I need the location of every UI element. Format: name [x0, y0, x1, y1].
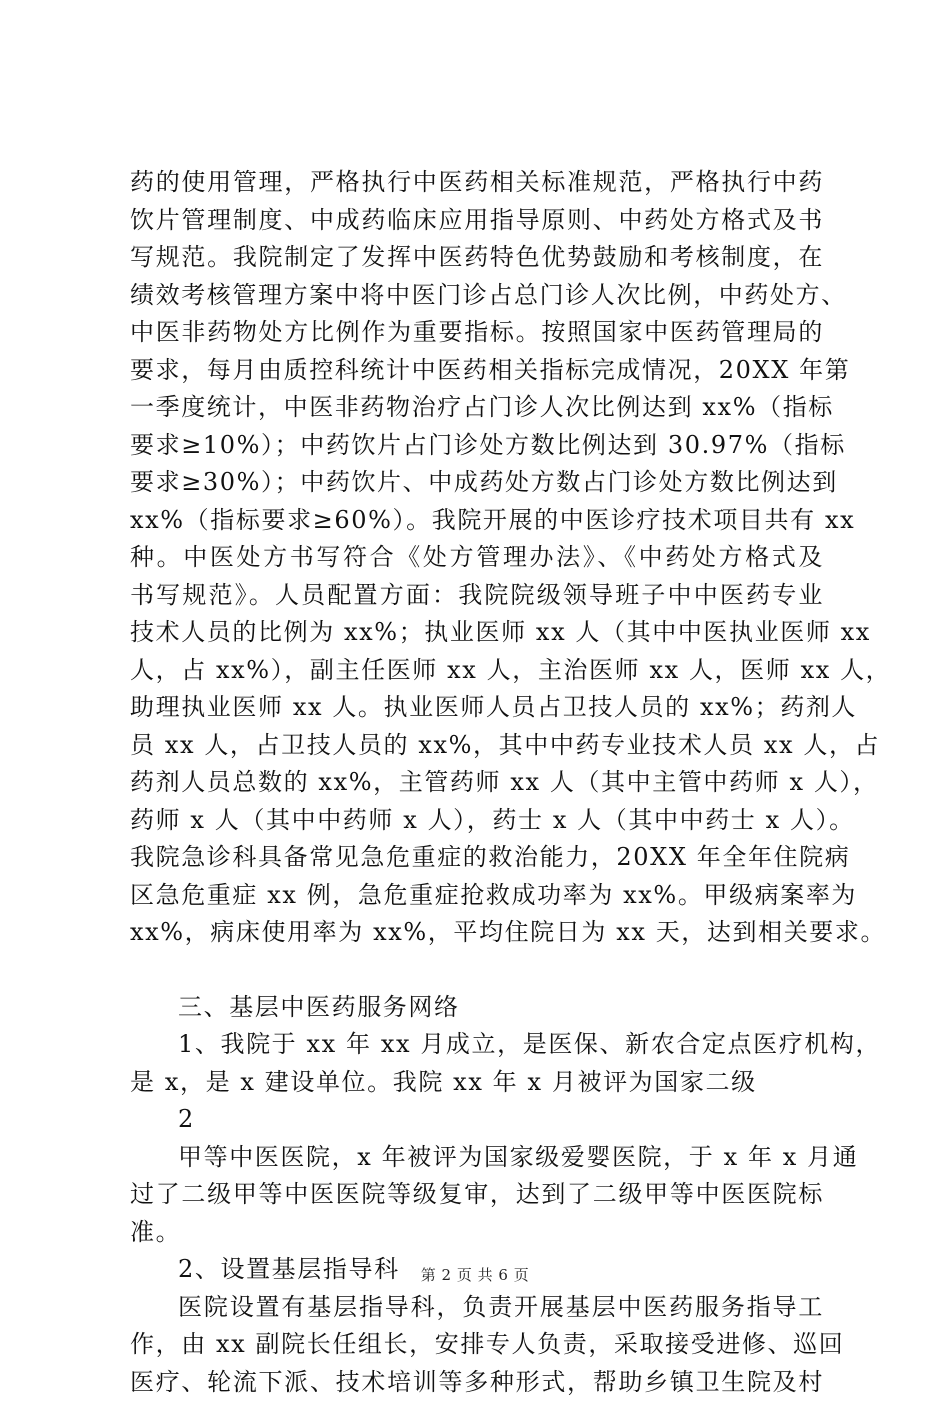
body-line: 写规范。我院制定了发挥中医药特色优势鼓励和考核制度，在	[130, 239, 824, 277]
body-line: xx%（指标要求≥60%）。我院开展的中医诊疗技术项目共有 xx	[130, 502, 824, 540]
body-line: 饮片管理制度、中成药临床应用指导原则、中药处方格式及书	[130, 202, 824, 240]
body-line: 我院急诊科具备常见急危重症的救治能力，20XX 年全年住院病	[130, 839, 824, 877]
sub-heading: 2、设置基层指导科	[130, 1251, 824, 1289]
body-line: 一季度统计，中医非药物治疗占门诊人次比例达到 xx%（指标	[130, 389, 824, 427]
body-line: 人，占 xx%），副主任医师 xx 人，主治医师 xx 人，医师 xx 人，	[130, 652, 824, 690]
body-line: 甲等中医医院，x 年被评为国家级爱婴医院，于 x 年 x 月通	[130, 1139, 824, 1177]
body-line: 种。中医处方书写符合《处方管理办法》、《中药处方格式及	[130, 539, 824, 577]
body-line: 医疗、轮流下派、技术培训等多种形式，帮助乡镇卫生院及村	[130, 1364, 824, 1401]
paragraph-gap	[130, 952, 824, 989]
body-line: 要求≥10%）；中药饮片占门诊处方数比例达到 30.97%（指标	[130, 427, 824, 465]
body-line: 要求，每月由质控科统计中医药相关指标完成情况，20XX 年第	[130, 352, 824, 390]
body-line: 医院设置有基层指导科，负责开展基层中医药服务指导工	[130, 1289, 824, 1327]
body-line: 准。	[130, 1214, 824, 1252]
section-heading: 三、基层中医药服务网络	[130, 989, 824, 1027]
body-line: 1、我院于 xx 年 xx 月成立，是医保、新农合定点医疗机构，	[130, 1026, 824, 1064]
body-line: 要求≥30%）；中药饮片、中成药处方数占门诊处方数比例达到	[130, 464, 824, 502]
body-line: 是 x，是 x 建设单位。我院 xx 年 x 月被评为国家二级	[130, 1064, 824, 1102]
body-line: 药师 x 人（其中中药师 x 人），药士 x 人（其中中药士 x 人）。	[130, 802, 824, 840]
body-line: 助理执业医师 xx 人。执业医师人员占卫技人员的 xx%；药剂人	[130, 689, 824, 727]
page-footer: 第 2 页 共 6 页	[0, 1264, 950, 1285]
body-line: 作，由 xx 副院长任组长，安排专人负责，采取接受进修、巡回	[130, 1326, 824, 1364]
page-marker: 2	[130, 1101, 824, 1139]
body-line: 区急危重症 xx 例，急危重症抢救成功率为 xx%。甲级病案率为	[130, 877, 824, 915]
body-line: xx%，病床使用率为 xx%，平均住院日为 xx 天，达到相关要求。	[130, 914, 824, 952]
body-line: 绩效考核管理方案中将中医门诊占总门诊人次比例，中药处方、	[130, 277, 824, 315]
body-line: 药的使用管理，严格执行中医药相关标准规范，严格执行中药	[130, 164, 824, 202]
body-line: 药剂人员总数的 xx%，主管药师 xx 人（其中主管中药师 x 人），	[130, 764, 824, 802]
body-line: 员 xx 人，占卫技人员的 xx%，其中中药专业技术人员 xx 人，占	[130, 727, 824, 765]
body-line: 技术人员的比例为 xx%；执业医师 xx 人（其中中医执业医师 xx	[130, 614, 824, 652]
body-line: 过了二级甲等中医医院等级复审，达到了二级甲等中医医院标	[130, 1176, 824, 1214]
body-line: 中医非药物处方比例作为重要指标。按照国家中医药管理局的	[130, 314, 824, 352]
body-line: 书写规范》。人员配置方面：我院院级领导班子中中医药专业	[130, 577, 824, 615]
document-body	[130, 164, 824, 1401]
